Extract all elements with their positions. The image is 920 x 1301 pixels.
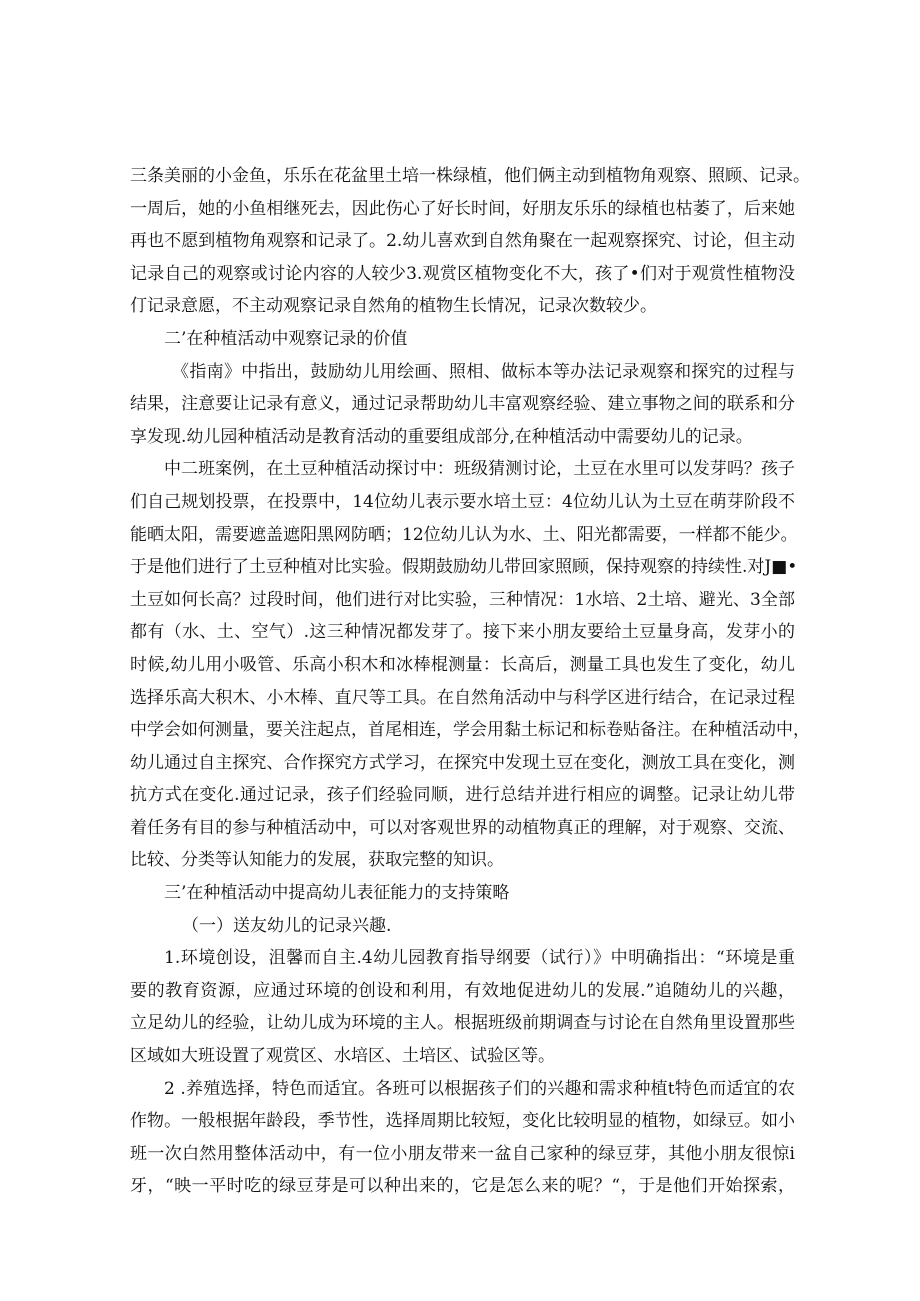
text-line: 牙，“映一平时吃的绿豆芽是可以种出来的，它是怎么来的呢？“，于是他们开始探索，: [130, 1176, 795, 1197]
text-line: 1.环境创设，沮馨而自主.4幼儿园教育指导纲要（试行）》中明确指出：“环境是重: [164, 948, 795, 969]
text-line: 记录自己的观察或讨论内容的人较少3.观赏区植物变化不大，孩了•们对于观赏性植物没: [130, 263, 795, 284]
text-line: 享发现.幼儿园种植活动是教育活动的重要组成部分,在种植活动中需要幼儿的记录。: [130, 426, 753, 447]
text-line: 要的教育资源，应通过环境的创设和利用，有效地促进幼儿的发展.”追随幼儿的兴趣，: [130, 980, 795, 1001]
text-line: 立足幼儿的经验，让幼儿成为环境的主人。根据班级前期调查与讨论在自然角里设置那些: [130, 1013, 795, 1034]
text-line: 三条美丽的小金鱼，乐乐在花盆里土培一株绿植，他们俩主动到植物角观察、照顾、记录。: [130, 166, 810, 186]
text-line: 能晒太阳，需要遮盖遮阳黑网防晒；12位幼儿认为水、土、阳光都需要，一样都不能少。: [130, 524, 798, 545]
text-line: 班一次白然用整体活动中，有一位小朋友带来一盆自己家种的绿豆芽，其他小朋友很惊i: [130, 1143, 795, 1164]
text-line: 作物。一般根据年龄段，季节性，选择周期比较短，变化比较明显的植物，如绿豆。如小: [130, 1111, 795, 1132]
text-line: 着任务有目的参与种植活动中，可以对客观世界的动植物真正的理解，对于观察、交流、: [130, 817, 795, 838]
text-line: 《指南》中指出，鼓励幼儿用绘画、照相、做标本等办法记录观察和探究的过程与: [172, 361, 795, 382]
text-line: 选择乐高大积木、小木棒、直尺等工具。在自然角活动中与科学区进行结合，在记录过程: [130, 687, 795, 708]
section-heading: 二’在种植活动中观察记录的价值: [164, 328, 408, 349]
text-line: 中二班案例，在土豆种植活动探讨中：班级猜测讨论，土豆在水里可以发芽吗？孩子: [164, 459, 795, 480]
text-line: 都有（水、土、空气）.这三种情况都发芽了。接下来小朋友要给土豆量身高，发芽小的: [130, 622, 795, 643]
text-line: 于是他们进行了土豆种植对比实验。假期鼓励幼儿带回家照顾，保持观察的持续性.对J■•: [130, 557, 798, 578]
text-line: 中学会如何测量，要关注起点，首尾相连，学会用黏土标记和标卷贴备注。在种植活动中，: [130, 720, 810, 741]
text-line: 幼儿通过自主探究、合作探究方式学习，在探究中发现土豆在变化，测放工具在变化，测: [130, 752, 795, 773]
text-line: 再也不愿到植物角观察和记录了。2.幼儿喜欢到自然角聚在一起观察探究、讨论，但主动: [130, 231, 795, 252]
section-heading: 三’在种植活动中提高幼儿表征能力的支持策略: [164, 883, 510, 904]
text-line: 抗方式在变化.通过记录，孩子们经验同顺，进行总结并进行相应的调整。记录让幼儿带: [130, 785, 795, 806]
text-line: 一周后，她的小鱼相继死去，因此伤心了好长时间，好朋友乐乐的绿植也枯萎了，后来她: [130, 198, 795, 219]
subsection-heading: （一）送友幼儿的记录兴趣.: [182, 915, 392, 936]
document-body: [130, 160, 810, 1203]
text-line: 土豆如何长高？过段时间，他们进行对比实验，三种情况：1水培、2土培、避光、3全部: [130, 589, 795, 610]
text-line: 时候,幼儿用小吸管、乐高小积木和冰棒棍测量：长高后，测量工具也发生了变化，幼儿: [130, 654, 795, 675]
text-line: 仃记录意愿，不主动观察记录自然角的植物生长情况，记录次数较少。: [130, 296, 657, 317]
text-line: 们自己规划投票，在投票中，14位幼儿表示要水培土豆：4位幼儿认为土豆在萌芽阶段不: [130, 491, 795, 512]
text-line: 2 .养殖选择，特色而适宜。各班可以根据孩子们的兴趣和需求种植t特色而适宜的农: [164, 1078, 795, 1099]
text-line: 结果，注意要让记录有意义，通过记录帮助幼儿丰富观察经验、建立事物之间的联系和分: [130, 394, 795, 415]
text-line: 比较、分类等认知能力的发展，获取完整的知识。: [130, 850, 504, 871]
text-line: 区域如大班设置了观赏区、水培区、土培区、试验区等。: [130, 1046, 555, 1067]
